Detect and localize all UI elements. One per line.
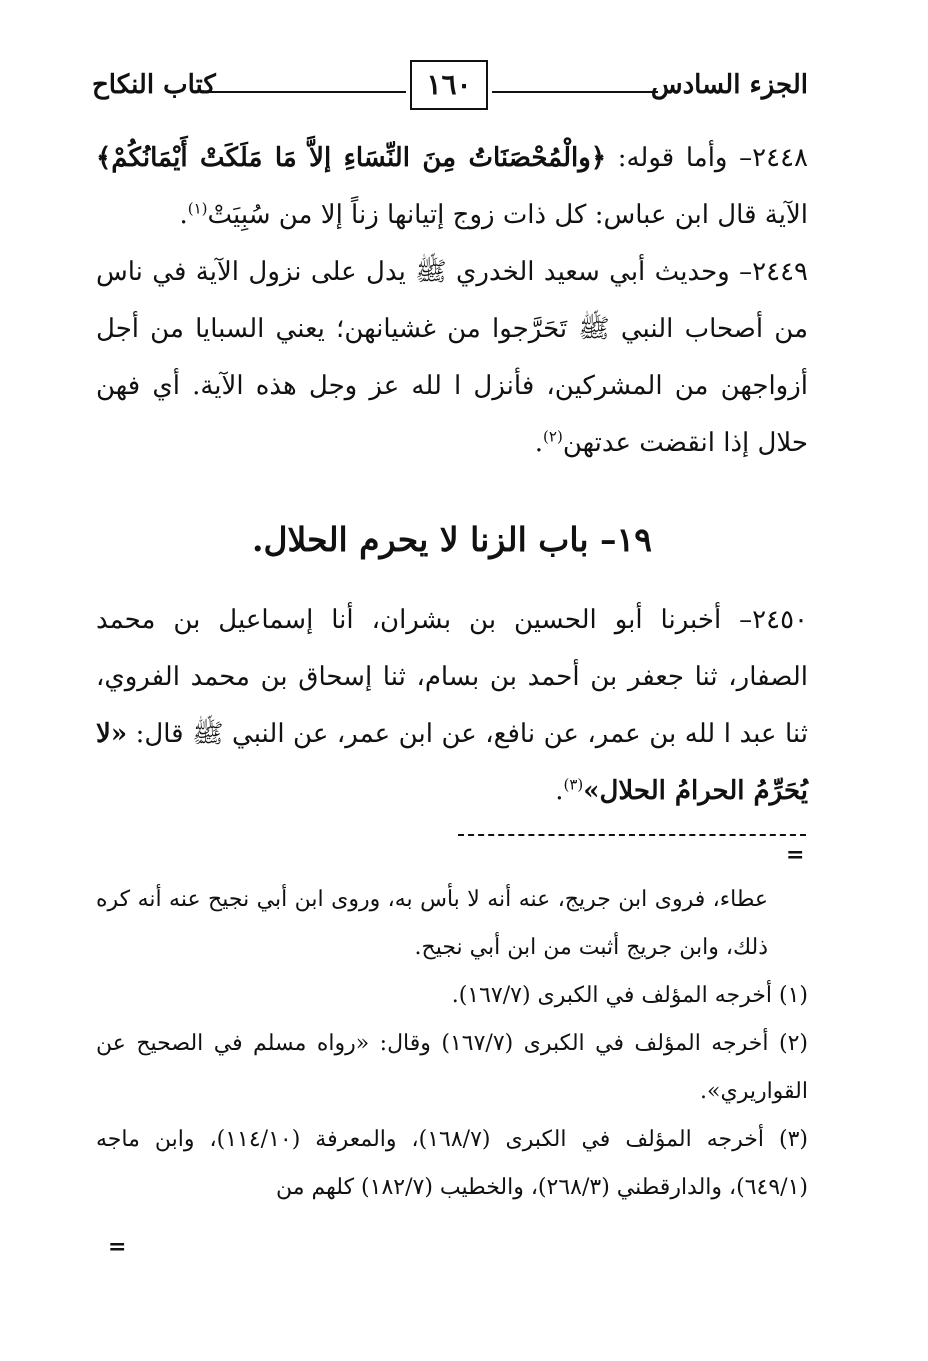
- footnote-ref-1[interactable]: (١): [187, 199, 208, 218]
- paragraph-2449: [96, 244, 808, 472]
- footnote-marker: (٢): [778, 1031, 808, 1056]
- paragraph-end: .: [555, 776, 564, 806]
- paragraph-end: .: [534, 428, 544, 458]
- paragraph-text: الآية قال ابن عباس: كل ذات زوج إتيانها زناً إلا من سُبِيَتْ: [207, 200, 808, 230]
- footnote-ref-2[interactable]: (٢): [543, 427, 563, 446]
- footnote-text: أخرجه المؤلف في الكبرى (١٦٧/٧).: [451, 983, 779, 1008]
- paragraph-number: ٢٤٤٩: [752, 257, 808, 287]
- footnote-marker: (٣): [778, 1127, 808, 1152]
- footnote-ref-3[interactable]: (٣): [563, 775, 584, 794]
- chapter-heading: ١٩– باب الزنا لا يحرم الحلال.: [252, 520, 652, 559]
- paragraph-2450: [96, 592, 808, 820]
- footnote-2: [96, 1020, 808, 1116]
- footnote-marker: (١): [778, 983, 808, 1008]
- header-rule-left: [202, 91, 406, 93]
- hadith-quote: «لا يُحَرِّمُ الحرامُ الحلال»: [96, 719, 808, 806]
- isnad-text: – أخبرنا أبو الحسين بن بشران، أنا إسماعيل بن محمد الصفار، ثنا جعفر بن أحمد بن بسام، ثنا إسحاق بن محمد الفروي، ثنا عبد ا لله بن عمر، عن نافع، عن ابن عمر، عن النبي ﷺ قال:: [96, 605, 808, 749]
- paragraph-end: .: [179, 200, 188, 230]
- footnote-1: [96, 972, 808, 1020]
- volume-title: الجزء السادس: [650, 70, 808, 100]
- running-head: [92, 60, 808, 120]
- paragraph-number: ٢٤٤٨: [752, 143, 808, 173]
- footnote-continuation: عطاء، فروى ابن جريج، عنه أنه لا بأس به، وروى ابن أبي نجيح عنه أنه كره ذلك، وابن جريج أثبت من ابن أبي نجيح.: [96, 887, 768, 960]
- continuation-mark-bottom: =: [108, 1234, 127, 1260]
- header-rule-right: [492, 91, 658, 93]
- footnotes: [96, 876, 808, 1212]
- book-title: كتاب النكاح: [92, 70, 216, 100]
- paragraph-lead: – وأما قوله:: [606, 143, 753, 173]
- footnote-3: [96, 1116, 808, 1212]
- paragraph-number: ٢٤٥٠: [752, 605, 808, 635]
- page-number: ١٦٠: [410, 60, 488, 110]
- footnote-text: أخرجه المؤلف في الكبرى (١٦٨/٧)، والمعرفة (١١٤/١٠)، وابن ماجه (٦٤٩/١)، والدارقطني (٢٦٨/٣)، والخطيب (١٨٢/٧) كلهم من: [96, 1127, 808, 1200]
- quran-quote: ﴿والْمُحْصَنَاتُ مِنَ النِّسَاءِ إلاَّ مَا مَلَكَتْ أَيْمَانُكُمْ﴾: [96, 143, 607, 173]
- footnote-text: أخرجه المؤلف في الكبرى (١٦٧/٧) وقال: «رواه مسلم في الصحيح عن القواريري».: [96, 1031, 808, 1104]
- footnote-divider: [458, 834, 806, 836]
- continuation-mark-top: =: [786, 842, 805, 868]
- paragraph-text: – وحديث أبي سعيد الخدري ﷺ يدل على نزول الآية في ناس من أصحاب النبي ﷺ تَحَرَّجوا من غشيانهن؛ يعني السبايا من أجل أزواجهن من المشركين، فأنزل ا لله عز وجل هذه الآية. أي فهن حلال إذا انقضت عدتهن: [96, 257, 808, 458]
- paragraph-2448: [96, 130, 808, 244]
